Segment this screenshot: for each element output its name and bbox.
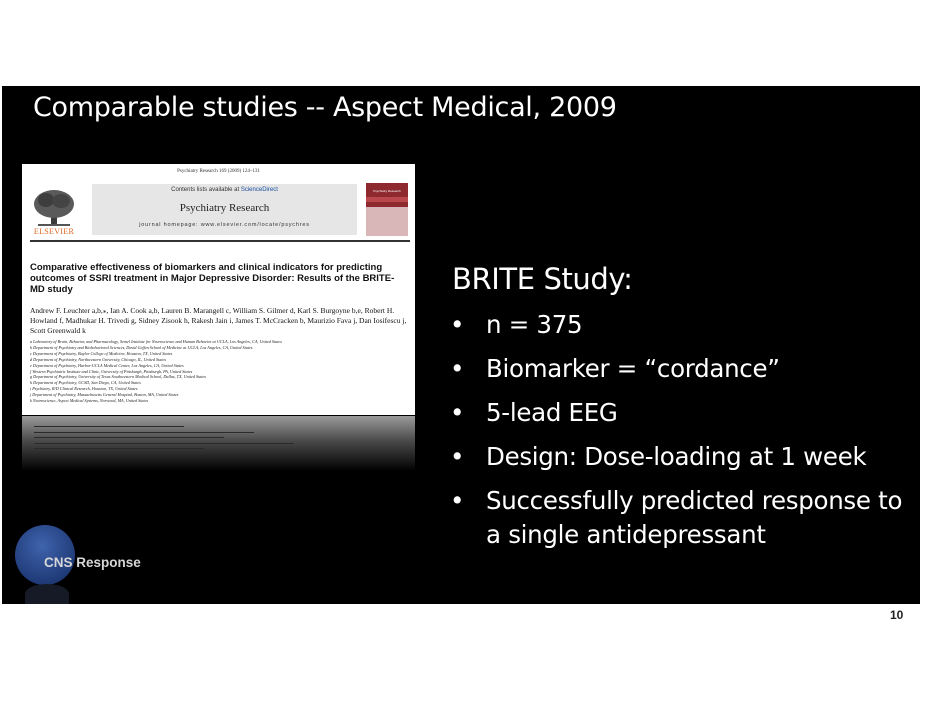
reflection-line <box>34 443 294 444</box>
bullet-icon: • <box>450 310 465 339</box>
cns-logo-shadow <box>25 584 69 604</box>
study-bullets <box>450 308 915 562</box>
header-rule <box>30 240 410 242</box>
cover-title: Psychiatry Research <box>373 189 401 193</box>
reflection-line <box>34 432 254 433</box>
cns-logo-text: CNS Response <box>44 555 141 570</box>
slide <box>2 86 920 604</box>
journal-cover <box>366 183 408 236</box>
affiliation-line: d Department of Psychiatry, Northwestern University, Chicago, IL, United States <box>30 356 166 362</box>
publisher-name: ELSEVIER <box>33 227 75 236</box>
bullet-text: Successfully predicted response to a single antidepressant <box>486 486 903 549</box>
bullet-item <box>450 484 915 552</box>
affiliation-line: e Department of Psychiatry, Harbor-UCLA Medical Center, Los Angeles, CA, United States <box>30 362 184 368</box>
affiliation-line: g Department of Psychiatry, University of Texas Southwestern Medical School, Dallas, TX, United States <box>30 374 207 380</box>
affiliation-line: f Western Psychiatric Institute and Clinic, University of Pittsburgh, Pittsburgh, PA, United States <box>30 368 193 374</box>
bullet-item <box>450 396 915 430</box>
cover-lower <box>366 207 408 236</box>
reflection-line <box>34 437 224 438</box>
page-number: 10 <box>890 608 904 622</box>
slide-title: Comparable studies -- Aspect Medical, 2009 <box>33 92 617 123</box>
sciencedirect-link[interactable]: ScienceDirect <box>240 187 278 193</box>
affiliation-line: b Department of Psychiatry and Biobehavioral Sciences, David Geffen School of Medicine at UCLA, Los Angeles, CA, United States <box>30 344 253 350</box>
paper-authors: Andrew F. Leuchter a,b,⁎, Ian A. Cook a,b, Lauren B. Marangell c, William S. Gilmer d, Karl S. Burgoyne b,e, Robert H. Howland f, Madhukar H. Trivedi g, Sidney Zisook h, Rakesh Jain i, James T. McCracken b, Maurizio Fava j, Dan Iosifescu j, Scott Greenwald k <box>30 306 407 335</box>
paper-affiliations <box>30 339 407 404</box>
paper-reflection <box>22 416 415 471</box>
affiliation-line: k Neuroscience, Aspect Medical Systems, Norwood, MA, United States <box>30 398 149 404</box>
cover-band <box>366 197 408 202</box>
bullet-text: 5-lead EEG <box>486 398 618 427</box>
contents-line <box>92 187 357 193</box>
affiliation-line: c Department of Psychiatry, Baylor College of Medicine, Houston, TX, United States <box>30 350 173 356</box>
affiliation-line: j Department of Psychiatry, Massachusetts General Hospital, Boston, MA, United States <box>30 392 179 398</box>
bullet-icon: • <box>450 442 465 471</box>
bullet-item <box>450 352 915 386</box>
bullet-text: Biomarker = “cordance” <box>486 354 780 383</box>
bullet-item <box>450 440 915 474</box>
bullet-icon: • <box>450 486 465 515</box>
bullet-text: n = 375 <box>486 310 583 339</box>
paper-title: Comparative effectiveness of biomarkers and clinical indicators for predicting outcomes of SSRI treatment in Major Depressive Disorder: Results of the BRITE-MD study <box>30 262 395 295</box>
journal-homepage: journal homepage: www.elsevier.com/locate/psychres <box>139 222 310 228</box>
journal-reference: Psychiatry Research 169 (2009) 124–131 <box>177 169 260 174</box>
study-heading: BRITE Study: <box>452 262 633 296</box>
contents-prefix: Contents lists available at <box>171 187 240 193</box>
bullet-icon: • <box>450 398 465 427</box>
bullet-text: Design: Dose-loading at 1 week <box>486 442 867 471</box>
affiliation-line: a Laboratory of Brain, Behavior, and Pharmacology, Semel Institute for Neuroscience and Human Behavior at UCLA, Los Angeles, CA, United States <box>30 339 282 344</box>
journal-header <box>92 184 357 235</box>
reflection-line <box>34 448 204 449</box>
affiliation-line: i Psychiatry, R/D Clinical Research, Houston, TX, United States <box>30 386 138 392</box>
paper-screenshot <box>22 164 415 415</box>
bullet-icon: • <box>450 354 465 383</box>
affiliation-line: h Department of Psychiatry, UCSD, San Diego, CA, United States <box>30 380 141 386</box>
journal-name: Psychiatry Research <box>179 202 270 214</box>
bullet-item <box>450 308 915 342</box>
reflection-line <box>34 426 184 427</box>
